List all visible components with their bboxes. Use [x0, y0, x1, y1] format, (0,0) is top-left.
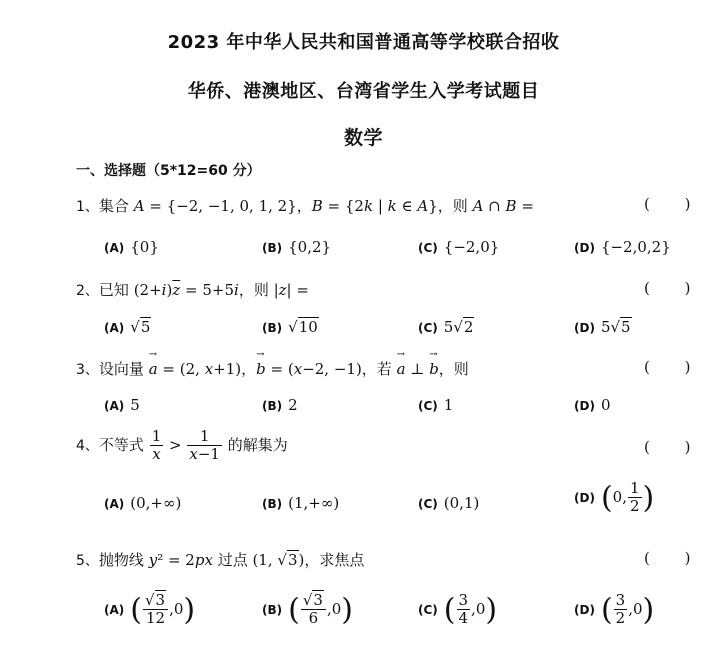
answer-blank-2: ( ) — [644, 279, 691, 297]
q3-option-c: (C) 1 — [418, 396, 454, 414]
q1-option-c: (C) {−2,0} — [418, 238, 500, 256]
subject-title: 数学 — [343, 127, 383, 149]
question-2-stem: 已知 $(2+i)\overline{z} = 5+5i$，则 |z| = — [98, 281, 309, 299]
question-4 — [76, 428, 288, 464]
question-4-number: 4、 — [76, 437, 99, 454]
q1-option-d-value: {−2,0,2} — [600, 238, 671, 256]
q2-option-b: (B) √10 — [262, 318, 318, 336]
q4-option-a-value: (0,+∞) — [130, 494, 182, 512]
q4-option-c: (C) (0,1) — [418, 494, 480, 512]
q1-option-a-value: {0} — [130, 238, 159, 256]
q5-option-a: (A) ( $\frac{√3}{12}$ ,0) — [104, 591, 196, 628]
answer-blank-4: ( ) — [644, 438, 691, 456]
answer-blank-5: ( ) — [644, 549, 691, 567]
q5-option-b-value: ( $\frac{√3}{6}$ ,0) — [288, 591, 353, 628]
question-5-number: 5、 — [76, 553, 99, 569]
q5-option-b: (B) ( $\frac{√3}{6}$ ,0) — [262, 591, 353, 628]
q4-option-b-value: (1,+∞) — [288, 494, 340, 512]
q5-option-c: (C) ( $\frac{3}{4}$ ,0) — [418, 591, 498, 628]
q3-option-c-value: 1 — [443, 396, 454, 414]
q2-option-a: (A) √5 — [104, 318, 151, 336]
question-3-number: 3、 — [76, 362, 99, 378]
q4-option-b: (B) (1,+∞) — [262, 494, 340, 512]
q3-option-a-value: 5 — [130, 396, 140, 414]
q3-option-d: (D) 0 — [574, 396, 611, 414]
section-heading: 一、选择题（5*12=60 分） — [76, 163, 261, 179]
question-1 — [76, 195, 534, 216]
question-5 — [76, 549, 364, 570]
q4-option-c-value: (0,1) — [443, 494, 480, 512]
q5-option-a-value: ( $\frac{√3}{12}$ ,0) — [130, 591, 196, 628]
q2-option-a-value: √5 — [130, 318, 151, 336]
q5-option-d-value: ( $\frac{3}{2}$ ,0) — [600, 591, 655, 628]
question-3-stem: 设向量 → a = (2, x+1)，→ b = (x−2, −1)，若 → a ⊥ → b，则 — [99, 360, 469, 378]
answer-blank-1: ( ) — [644, 195, 691, 213]
q3-option-a: (A) 5 — [104, 396, 140, 414]
q3-option-b-value: 2 — [288, 396, 298, 414]
q5-option-d: (D) ( $\frac{3}{2}$ ,0) — [574, 591, 655, 628]
exam-title-line-1: 2023 年中华人民共和国普通高等学校联合招收 — [167, 32, 560, 53]
question-1-stem: 集合 A = {−2, −1, 0, 1, 2}，B = {2k | k ∈ A}，则 A ∩ B = — [98, 197, 534, 215]
question-2 — [76, 279, 309, 300]
exam-title-line-2: 华侨、港澳地区、台湾省学生入学考试题目 — [187, 81, 540, 102]
question-1-number: 1、 — [76, 199, 99, 215]
q1-option-b: (B) {0,2} — [262, 238, 332, 256]
q1-option-d: (D) {−2,0,2} — [574, 238, 671, 256]
q3-option-b: (B) 2 — [262, 396, 298, 414]
q4-option-d: (D) (0, $\frac{1}{2}$ ) — [574, 479, 655, 516]
question-2-number: 2、 — [76, 283, 99, 299]
q2-option-c-value: 5√2 — [443, 318, 474, 336]
answer-blank-3: ( ) — [644, 358, 691, 376]
q2-option-d: (D) 5√5 — [574, 318, 631, 336]
q4-option-a: (A) (0,+∞) — [104, 494, 182, 512]
q2-option-b-value: √10 — [288, 318, 318, 336]
q1-option-a: (A) {0} — [104, 238, 159, 256]
q5-option-c-value: ( $\frac{3}{4}$ ,0) — [443, 591, 498, 628]
question-4-stem: 不等式 $\frac{1}{x}$ > $\frac{1}{x-1}$ 的解集为 — [98, 427, 288, 464]
question-5-stem: 抛物线 y² = 2px 过点 (1, √3)，求焦点 — [98, 551, 365, 569]
q2-option-c: (C) 5√2 — [418, 318, 474, 336]
q1-option-b-value: {0,2} — [288, 238, 332, 256]
q3-option-d-value: 0 — [600, 396, 611, 414]
question-3 — [76, 358, 469, 379]
q2-option-d-value: 5√5 — [600, 318, 631, 336]
q1-option-c-value: {−2,0} — [443, 238, 500, 256]
q4-option-d-value: (0, $\frac{1}{2}$ ) — [600, 479, 655, 516]
